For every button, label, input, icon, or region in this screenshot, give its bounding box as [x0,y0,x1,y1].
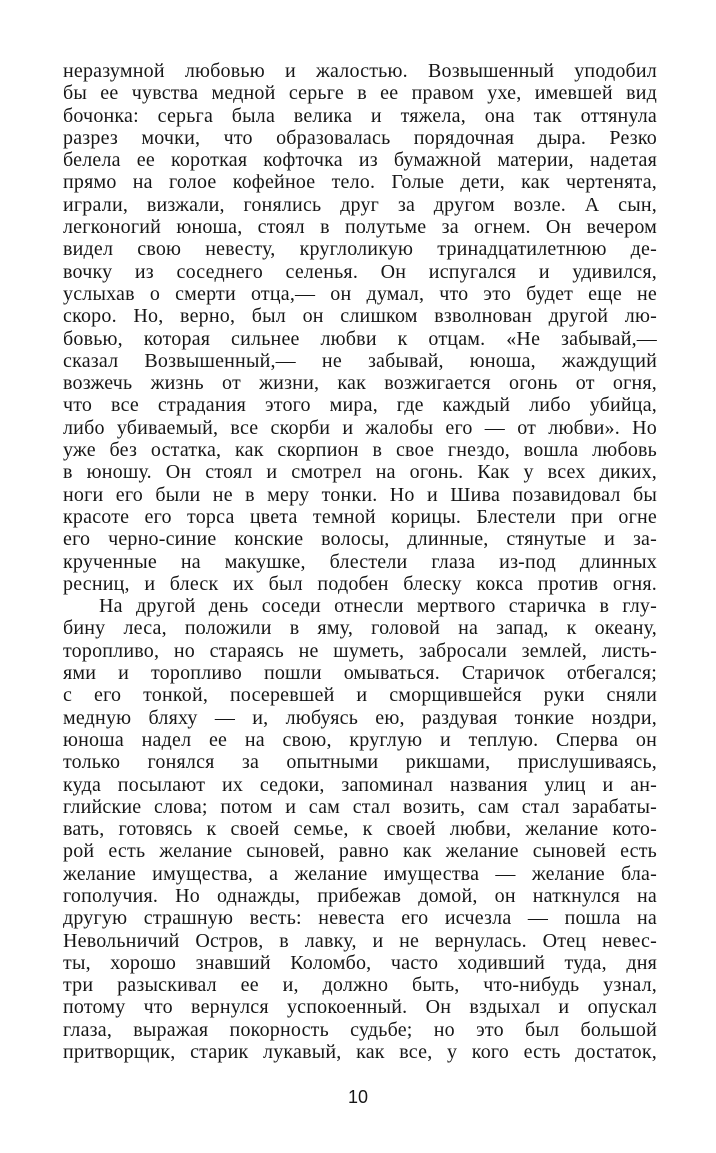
text-line: юноша надел ее на свою, круглую и теплую. Сперва он [63,728,657,751]
text-line: красоте его торса цвета темной корицы. Блестели при огне [63,505,657,528]
text-line: вочку из соседнего селенья. Он испугался и удивился, [63,260,657,283]
text-line: играли, визжали, гонялись друг за другом возле. А сын, [63,193,657,216]
text-line: три разыскивал ее и, должно быть, что-нибудь узнал, [63,974,657,997]
text-line: бину леса, положили в яму, головой на запад, к океану, [63,617,657,640]
text-line: потому что вернулся успокоенный. Он вздыхал и опускал [63,996,657,1019]
text-line: разрез мочки, что образовалась порядочная дыра. Резко [63,126,657,149]
text-line: видел свою невесту, круглоликую тринадцатилетнюю де- [63,238,657,261]
page-number: 10 [347,1087,369,1107]
text-line: притворщик, старик лукавый, как все, у кого есть достаток, [63,1041,657,1064]
text-line: прямо на голое кофейное тело. Голые дети, как чертенята, [63,171,657,194]
text-line: с его тонкой, посеревшей и сморщившейся руки сняли [63,684,657,707]
text-line: в юношу. Он стоял и смотрел на огонь. Как у всех диких, [63,461,657,484]
text-line: вать, готовясь к своей семье, к своей любви, желание кото- [63,818,657,841]
text-line: что все страдания этого мира, где каждый либо убийца, [63,394,657,417]
text-line: ты, хорошо знавший Коломбо, часто ходивший туда, дня [63,951,657,974]
text-line: легконогий юноша, стоял в полутьме за огнем. Он вечером [63,216,657,239]
text-line: Невольничий Остров, в лавку, и не вернулась. Отец невес- [63,929,657,952]
text-line: гополучия. Но однажды, прибежав домой, он наткнулся на [63,884,657,907]
text-line: На другой день соседи отнесли мертвого старичка в глу- [99,595,657,618]
text-line: белела ее короткая кофточка из бумажной материи, надетая [63,149,657,172]
text-line: медную бляху — и, любуясь ею, раздувая тонкие ноздри, [63,706,657,729]
text-line: ресниц, и блеск их был подобен блеску кокса против огня. [63,572,657,595]
text-line: только гонялся за опытными рикшами, прислушиваясь, [63,751,657,774]
text-line: ноги его были не в меру тонки. Но и Шива позавидовал бы [63,483,657,506]
text-line: другую страшную весть: невеста его исчезла — пошла на [63,907,657,930]
text-line: либо убиваемый, все скорби и жалобы его — от любви». Но [63,416,657,439]
text-line: глийские слова; потом и сам стал возить, сам стал зарабаты- [63,795,657,818]
text-line: ями и торопливо пошли омываться. Старичок отбегался; [63,662,657,685]
text-line: крученные на макушке, блестели глаза из-под длинных [63,550,657,573]
text-line: торопливо, но стараясь не шуметь, забросали землей, листь- [63,639,657,662]
text-line: рой есть желание сыновей, равно как желание сыновей есть [63,840,657,863]
text-line: сказал Возвышенный,— не забывай, юноша, жаждущий [63,349,657,372]
text-line: услыхав о смерти отца,— он думал, что это будет еще не [63,282,657,305]
text-line: неразумной любовью и жалостью. Возвышенный уподобил [63,60,657,82]
text-line: его черно-синие конские волосы, длинные, стянутые и за- [63,528,657,551]
text-line: бы ее чувства медной серьге в ее правом ухе, имевшей вид [63,82,657,105]
text-line: возжечь жизнь от жизни, как возжигается огонь от огня, [63,372,657,395]
page-body [63,60,657,1063]
text-line: желание имущества, а желание имущества — желание бла- [63,862,657,885]
text-line: бочонка: серьга была велика и тяжела, она так оттянула [63,104,657,127]
text-line: куда посылают их седоки, запоминал названия улиц и ан- [63,773,657,796]
text-line: уже без остатка, как скорпион в свое гнездо, вошла любовь [63,439,657,462]
text-line: скоро. Но, верно, был он слишком взволнован другой лю- [63,305,657,328]
text-line: глаза, выражая покорность судьбе; но это был большой [63,1018,657,1041]
text-line: бовью, которая сильнее любви к отцам. «Не забывай,— [63,327,657,350]
